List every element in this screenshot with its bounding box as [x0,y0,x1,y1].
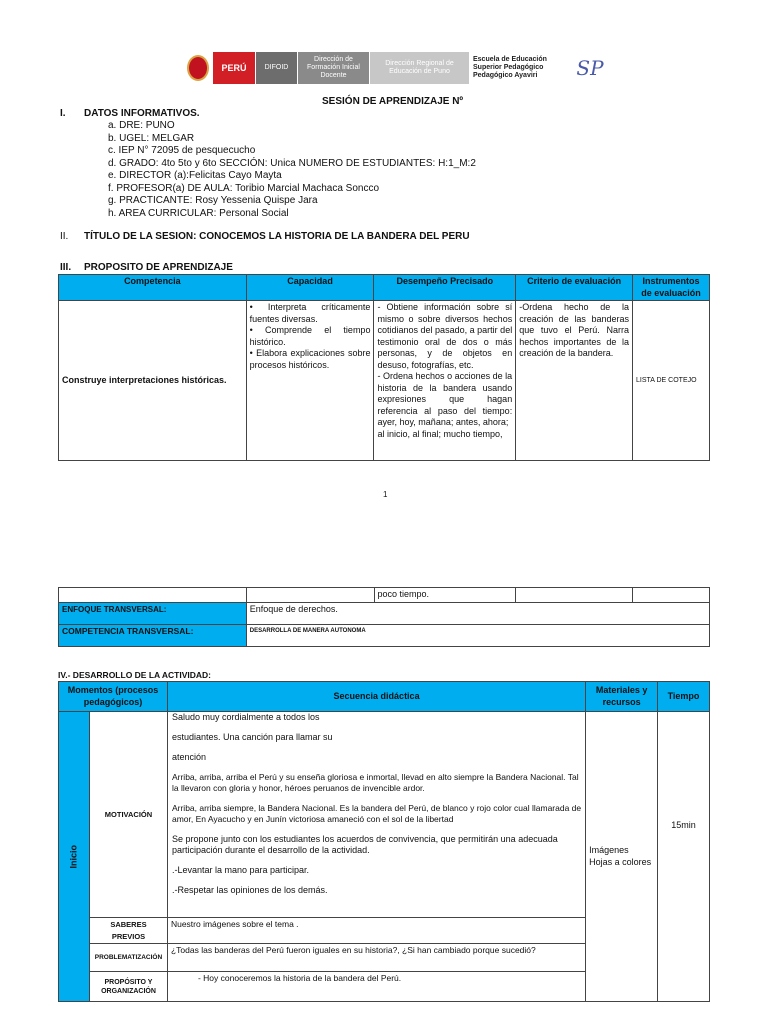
session-title: TÍTULO DE LA SESION: CONOCEMOS LA HISTORIA DE LA BANDERA DEL PERU [84,231,470,242]
datos-item: h. AREA CURRICULAR: Personal Social [108,207,289,219]
page-number: 1 [383,490,388,499]
desempeno-text: - Ordena hechos o acciones de la historia de la bandera usando expresiones que hagan referencia al paso del tiempo: ayer, hoy, mañana; antes, ahora; [377,371,513,427]
datos-item: a. DRE: PUNO [108,120,175,131]
capacidad-item: • Interpreta críticamente fuentes diversas. [249,302,371,324]
desempeno-text: - Obtiene información sobre sí mismo o sobre diversos hechos cotidianos del pasado, a partir del testimonio oral de dos o más personas, y de objetos en desuso, fotografías, etc. [377,302,513,370]
logo-difoid: DIFOID [255,52,297,84]
saberes-content: Nuestro imágenes sobre el tema . [167,918,585,944]
datos-item: f. PROFESOR(a) DE AULA: Toribio Marcial Machaca Soncco [108,182,380,194]
section4-heading: IV.- DESARROLLO DE LA ACTIVIDAD: [58,670,212,680]
col-criterio: Criterio de evaluación [516,275,633,301]
peru-seal-icon [183,52,213,84]
datos-item: b. UGEL: MELGAR [108,132,195,144]
logo-escuela: Escuela de Educación Superior Pedagógico Pedagógico Ayaviri [469,52,569,84]
section2-number: II. [60,231,69,242]
motivacion-content [167,712,585,918]
col-materiales: Materiales y recursos [586,682,658,712]
enfoque-value: Enfoque de derechos. [246,602,709,624]
desempeno-text: al inicio, al final; mucho tiempo, [377,428,503,439]
proposito-label: PROPÓSITO Y ORGANIZACIÓN [90,972,168,1002]
competencia-transversal-value: DESARROLLA DE MANERA AUTONOMA [246,624,709,646]
tiempo-cell: 15min [658,712,710,1002]
motivacion-line: atención [171,752,206,762]
motivacion-line: Se propone junto con los estudiantes los acuerdos de convivencia, que permitirán una adecuada participación durante el desarrollo de la actividad. [171,834,558,855]
logo-dre: Dirección Regional de Educación de Puno [369,52,469,84]
instrumento-cell: LISTA DE COTEJO [633,301,710,461]
col-momentos: Momentos (procesos pedagógicos) [59,682,168,712]
empty-cell [246,588,374,603]
logo-peru: PERÚ [213,52,255,84]
competencia-transversal-label: COMPETENCIA TRANSVERSAL: [59,624,247,646]
logo-direccion: Dirección de Formación Inicial Docente [297,52,369,84]
col-secuencia: Secuencia didáctica [167,682,585,712]
motivacion-line: Arriba, arriba siempre, la Bandera Nacional. Es la bandera del Perú, de blanco y rojo color cual llamarada de amor, En Ayacucho y en Junín victoriosa amaneció con el sol de la libertad [171,803,582,824]
enfoque-label: ENFOQUE TRANSVERSAL: [59,602,247,624]
col-tiempo: Tiempo [658,682,710,712]
motivacion-line: Saludo muy cordialmente a todos los [171,712,320,722]
proposito-table [58,274,710,461]
sp-logo-icon: SP [576,56,604,80]
competencia-cell: Construye interpretaciones históricas. [59,301,247,461]
empty-cell [633,588,710,603]
inicio-label: Inicio [68,844,79,869]
problematizacion-label: PROBLEMATIZACIÓN [90,944,168,972]
col-instrumentos: Instrumentos de evaluación [633,275,710,301]
col-desempeno: Desempeño Precisado [374,275,516,301]
document-title: SESIÓN DE APRENDIZAJE Nº [322,96,464,107]
proposito-content: - Hoy conoceremos la historia de la bandera del Perú. [167,972,585,1002]
saberes-label: SABERES PREVIOS [90,918,168,944]
motivacion-line: Arriba, arriba, arriba el Perú y su enseña gloriosa e inmortal, llevad en alto siempre la Bandera Nacional. Tal la llevaron con gloria y honor, héroes peruanos de invencible ardor. [171,772,579,793]
inicio-cell [59,712,90,1002]
datos-item: d. GRADO: 4to 5to y 6to SECCIÓN: Unica NUMERO DE ESTUDIANTES: H:1_M:2 [108,157,476,169]
col-capacidad: Capacidad [246,275,374,301]
capacidad-item: • Comprende el tiempo histórico. [249,325,371,347]
poco-tiempo-cell: poco tiempo. [374,588,516,603]
datos-item: c. IEP N° 72095 de pesquecucho [108,145,256,156]
section3-heading: PROPOSITO DE APRENDIZAJE [84,262,233,273]
datos-item: e. DIRECTOR (a):Felicitas Cayo Mayta [108,170,282,181]
criterio-cell: -Ordena hecho de la creación de las banderas que tuvo el Perú. Narra hechos importantes de la creación de la bandera. [516,301,633,461]
problematizacion-content: ¿Todas las banderas del Perú fueron iguales en su historia?, ¿Si han cambiado porque sucedió? [167,944,585,972]
datos-list [108,120,476,220]
section1-number: I. [60,108,66,119]
datos-item: g. PRACTICANTE: Rosy Yessenia Quispe Jara [108,195,318,206]
motivacion-line: .-Respetar las opiniones de los demás. [171,885,328,895]
empty-cell [516,588,633,603]
capacidad-cell [246,301,374,461]
empty-cell [59,588,247,603]
desempeno-cell [374,301,516,461]
actividad-table [58,681,710,1002]
header-logo-bar [183,52,628,84]
materiales-cell: Imágenes Hojas a colores [586,712,658,1002]
transversal-table [58,587,710,647]
section1-heading: DATOS INFORMATIVOS. [84,108,200,119]
col-competencia: Competencia [59,275,247,301]
motivacion-line: .-Levantar la mano para participar. [171,865,310,875]
capacidad-item: • Elabora explicaciones sobre procesos históricos. [249,348,371,370]
motivacion-line: estudiantes. Una canción para llamar su [171,732,333,742]
section3-number: III. [60,262,72,273]
motivacion-label: MOTIVACIÓN [90,712,168,918]
